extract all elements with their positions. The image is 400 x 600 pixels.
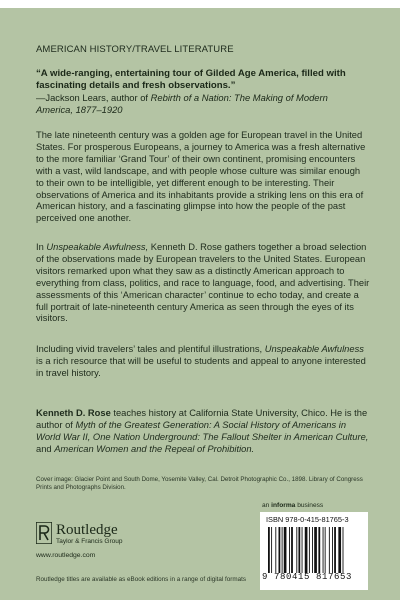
informa-suffix: business [295,502,324,509]
category-label: AMERICAN HISTORY/TRAVEL LITERATURE [36,44,234,55]
informa-prefix: an [262,502,272,509]
paragraph-2-prefix: In [36,242,47,252]
routledge-r-icon [36,522,52,544]
publisher-logo [36,520,156,568]
informa-brand: informa [271,502,296,509]
author-name: Kenneth D. Rose [36,408,111,418]
paragraph-3-title: Unspeakable Awfulness [264,344,364,354]
paragraph-3 [36,344,370,380]
bio-text-2: and [36,443,55,454]
author-bio [36,408,370,456]
bio-text-1: teaches history at California State University, Chico. He is the author of [36,408,368,430]
publisher-name: Routledge [56,522,118,538]
paragraph-1: The late nineteenth century was a golden age for European travel in the United States. For prosperous Europeans, a journey to America was a fresh alternative to the more familiar ‘Grand Tour’ of their own continent, promising encounters with a vast, wild landscape, and with people whose culture was similar enough to their own to be intelligible, yet different enough to be interesting. Their observations of America and its inhabitants provide a striking lens on this era of American history, and a fascinating glimpse into how the people of the past perceived one another. [36,130,366,224]
barcode-digits: 9 780415 817653 [262,572,353,582]
cover-credit: Cover image: Glacier Point and South Dome, Yosemite Valley, Cal. Detroit Photographic Co., 1898. Library of Congress Prints and Photographs Division. [36,476,363,491]
bio-book-2: American Women and the Repeal of Prohibition. [54,443,255,454]
attribution-book: Rebirth of a Nation: The Making of Modern America, 1877–1920 [36,92,328,115]
attribution-prefix: —Jackson Lears, author of [36,92,151,103]
barcode-icon [266,527,362,573]
paragraph-2-title: Unspeakable Awfulness, [46,242,149,252]
quote-attribution [36,92,366,116]
paragraph-3-rest: is a rich resource that will be useful to students and appeal to anyone interested in travel history. [36,355,366,378]
isbn-label: ISBN 978-0-415-81765-3 [266,515,349,524]
paragraph-3-prefix: Including vivid travelers’ tales and plentiful illustrations, [36,344,265,354]
paragraph-2 [36,242,370,325]
paragraph-2-rest: Kenneth D. Rose gathers together a broad selection of the observations made by European travelers to the United States. European visitors remarked upon what they saw as a distinctly American approach to everything from class, politics, and race to language, food, and advertising. Their assessments of this ‘American character’ continue to echo today, and create a full portrait of late-nineteenth century America as seen through the eyes of its visitors. [36,242,370,324]
review-quote: “A wide-ranging, entertaining tour of Gilded Age America, filled with fascinating details and fresh observations.” [36,68,346,91]
informa-note [262,502,323,509]
publisher-group: Taylor & Francis Group [56,538,123,545]
bio-book-1: Myth of the Greatest Generation: A Social History of Americans in World War II, One Nation Underground: The Fallout Shelter in American Culture, [36,419,369,442]
publisher-website: www.routledge.com [36,552,96,559]
ebook-note: Routledge titles are available as eBook editions in a range of digital formats [36,576,247,583]
top-strip [0,0,400,8]
barcode-box [260,512,368,590]
